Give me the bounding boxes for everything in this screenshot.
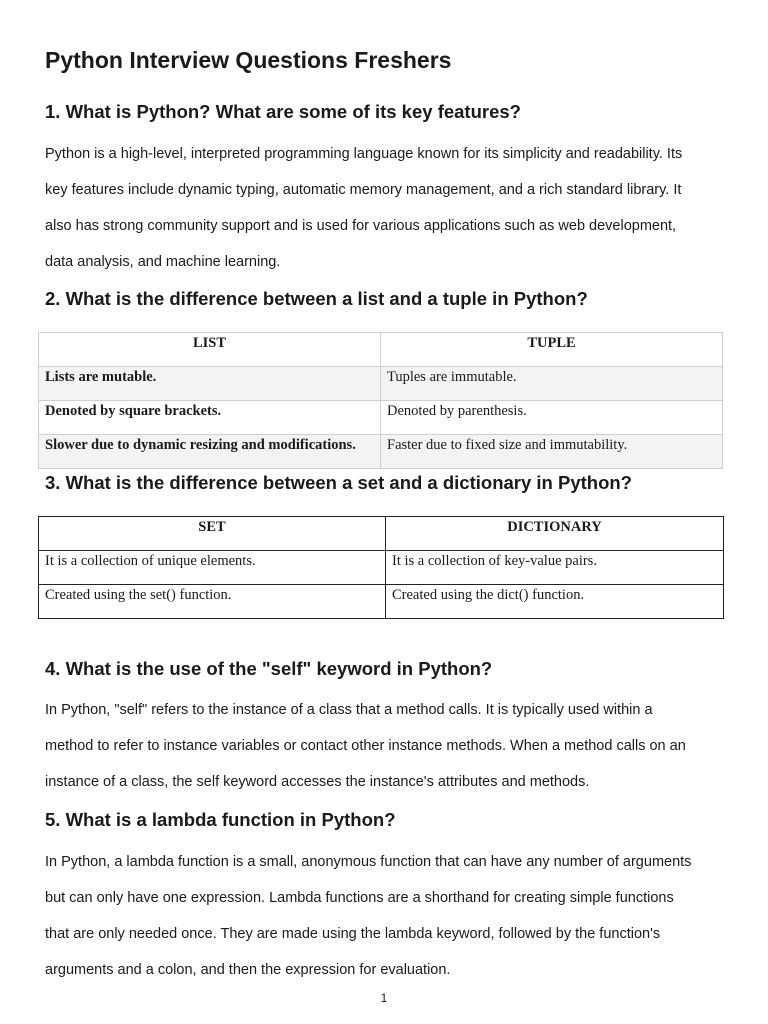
- answer-line: In Python, a lambda function is a small, anonymous function that can have any number of arguments: [45, 854, 692, 870]
- table-row: [39, 435, 723, 469]
- answer-line: In Python, "self" refers to the instance of a class that a method calls. It is typically used within a: [45, 702, 653, 718]
- answer-line: data analysis, and machine learning.: [45, 254, 281, 270]
- list-vs-tuple-table: [38, 332, 723, 469]
- table-cell: Denoted by square brackets.: [39, 401, 381, 435]
- table-cell: It is a collection of unique elements.: [39, 551, 386, 585]
- table-row: [39, 551, 724, 585]
- table-cell: Faster due to fixed size and immutability.: [381, 435, 723, 469]
- table-cell: Slower due to dynamic resizing and modifications.: [39, 435, 381, 469]
- table-row: [39, 585, 724, 619]
- answer-line: that are only needed once. They are made using the lambda keyword, followed by the function's: [45, 926, 661, 942]
- table-header-row: [39, 333, 723, 367]
- table-cell: Created using the set() function.: [39, 585, 386, 619]
- answer-line: arguments and a colon, and then the expression for evaluation.: [45, 962, 451, 978]
- answer-line: but can only have one expression. Lambda functions are a shorthand for creating simple functions: [45, 890, 674, 906]
- table-cell: Created using the dict() function.: [386, 585, 724, 619]
- table-header-row: [39, 517, 724, 551]
- question-5-answer: [45, 853, 725, 997]
- answer-line: also has strong community support and is used for various applications such as web development,: [45, 218, 677, 234]
- table-cell: Denoted by parenthesis.: [381, 401, 723, 435]
- table-header-cell: DICTIONARY: [386, 517, 724, 551]
- table-row: [39, 401, 723, 435]
- question-2-heading: 2. What is the difference between a list and a tuple in Python?: [45, 288, 588, 309]
- table-cell: It is a collection of key-value pairs.: [386, 551, 724, 585]
- document-title: Python Interview Questions Freshers: [45, 47, 452, 73]
- table-row: [39, 367, 723, 401]
- table-cell: Tuples are immutable.: [381, 367, 723, 401]
- page-number: 1: [380, 991, 388, 1005]
- answer-line: Python is a high-level, interpreted programming language known for its simplicity and readability. Its: [45, 146, 683, 162]
- question-1-answer: [45, 145, 725, 289]
- question-1-heading: 1. What is Python? What are some of its key features?: [45, 101, 521, 122]
- answer-line: instance of a class, the self keyword accesses the instance's attributes and methods.: [45, 774, 590, 790]
- set-vs-dictionary-table: [38, 516, 724, 619]
- question-4-heading: 4. What is the use of the "self" keyword in Python?: [45, 658, 493, 679]
- question-5-heading: 5. What is a lambda function in Python?: [45, 809, 396, 830]
- table-header-cell: LIST: [39, 333, 381, 367]
- question-3-heading: 3. What is the difference between a set and a dictionary in Python?: [45, 472, 632, 493]
- answer-line: method to refer to instance variables or contact other instance methods. When a method calls on an: [45, 738, 686, 754]
- table-header-cell: TUPLE: [381, 333, 723, 367]
- answer-line: key features include dynamic typing, automatic memory management, and a rich standard library. It: [45, 182, 682, 198]
- table-header-cell: SET: [39, 517, 386, 551]
- question-4-answer: [45, 701, 725, 809]
- table-cell: Lists are mutable.: [39, 367, 381, 401]
